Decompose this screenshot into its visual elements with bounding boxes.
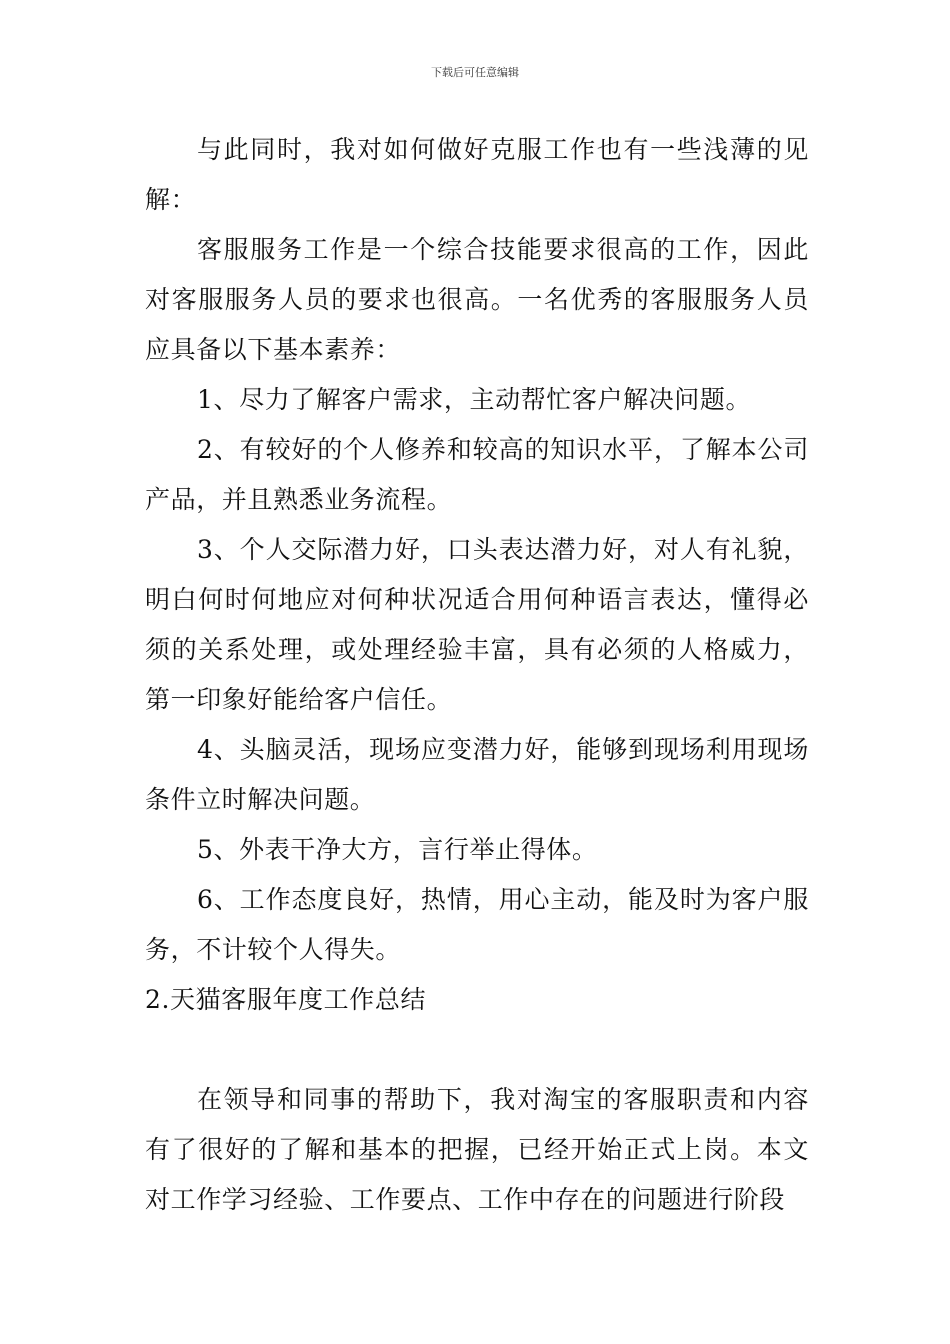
page-header: 下载后可任意编辑 [431,66,519,79]
list-item: 5、外表干净大方，言行举止得体。 [197,835,598,864]
list-item: 2、有较好的个人修养和较高的知识水平，了解本公司产品，并且熟悉业务流程。 [145,435,809,514]
paragraph: 与此同时，我对如何做好克服工作也有一些浅薄的见解： [145,135,809,214]
blank-line [145,1025,809,1075]
section-heading: 2.天猫客服年度工作总结 [145,985,427,1014]
list-item: 6、工作态度良好，热情，用心主动，能及时为客户服务，不计较个人得失。 [145,885,809,964]
list-item: 1、尽力了解客户需求，主动帮忙客户解决问题。 [197,385,752,414]
list-item: 3、个人交际潜力好，口头表达潜力好，对人有礼貌，明白何时何地应对何种状况适合用何种语言表达，懂得必须的关系处理，或处理经验丰富，具有必须的人格威力，第一印象好能给客户信任。 [145,535,809,714]
paragraph: 客服服务工作是一个综合技能要求很高的工作，因此对客服服务人员的要求也很高。一名优秀的客服服务人员应具备以下基本素养： [145,235,809,364]
paragraph: 在领导和同事的帮助下，我对淘宝的客服职责和内容有了很好的了解和基本的把握，已经开始正式上岗。本文对工作学习经验、工作要点、工作中存在的问题进行阶段 [145,1085,809,1214]
document-body [145,125,809,1225]
list-item: 4、头脑灵活，现场应变潜力好，能够到现场利用现场条件立时解决问题。 [145,735,809,814]
